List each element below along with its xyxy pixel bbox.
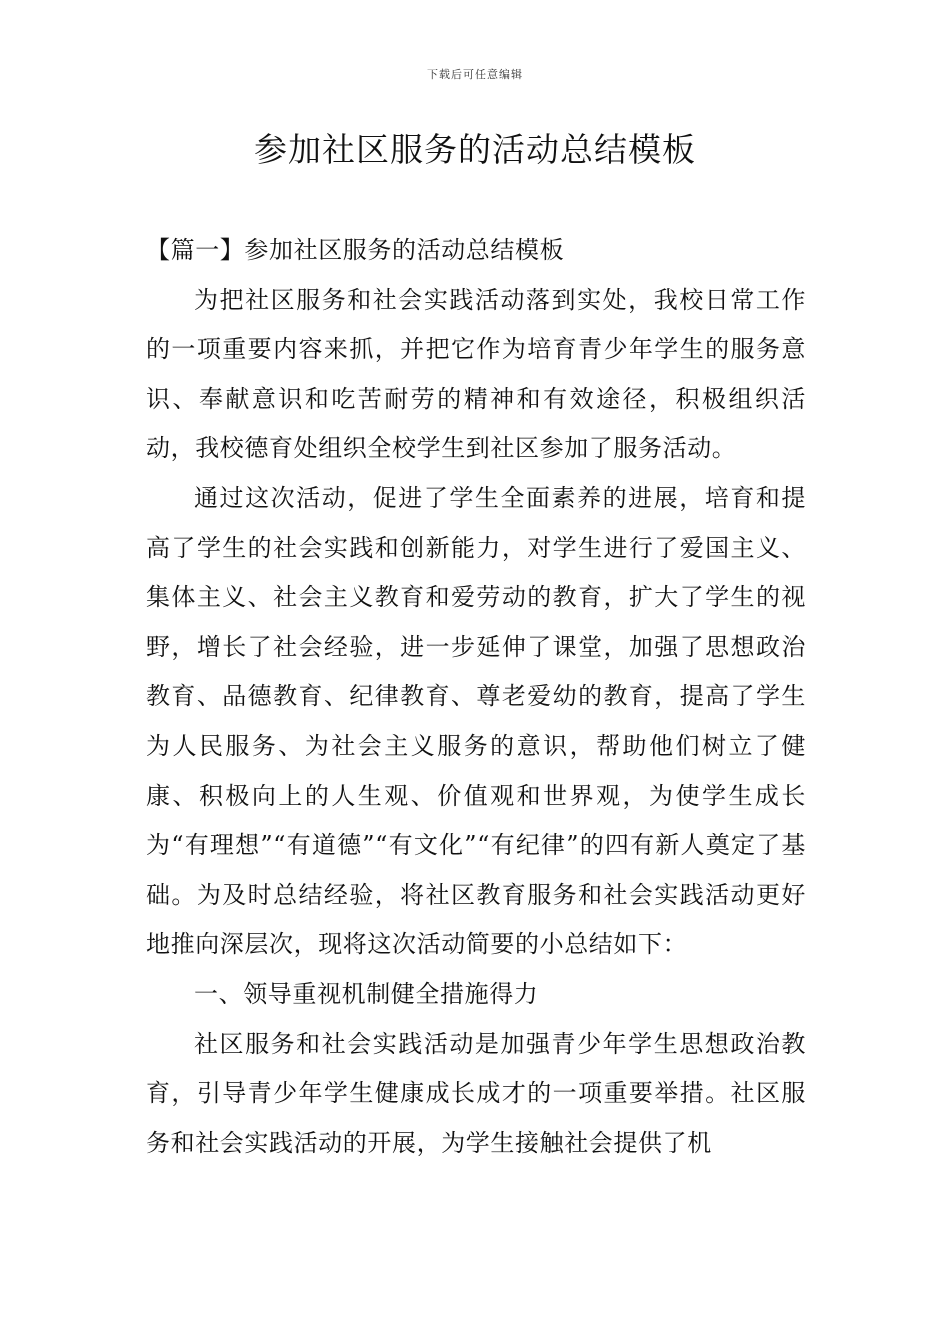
section-heading: 【篇一】参加社区服务的活动总结模板 (146, 236, 565, 264)
body-paragraph: 社区服务和社会实践活动是加强青少年学生思想政治教育，引导青少年学生健康成长成才的一项重要举措。社区服务和社会实践活动的开展，为学生接触社会提供了机 (146, 1029, 806, 1157)
document-body (146, 226, 806, 1168)
subsection-heading: 一、领导重视机制健全措施得力 (194, 979, 539, 1008)
header-note: 下载后可任意编辑 (427, 68, 523, 81)
document-title: 参加社区服务的活动总结模板 (254, 130, 696, 169)
body-paragraph: 通过这次活动，促进了学生全面素养的进展，培育和提高了学生的社会实践和创新能力，对学生进行了爱国主义、集体主义、社会主义教育和爱劳动的教育，扩大了学生的视野，增长了社会经验，进一步延伸了课堂，加强了思想政治教育、品德教育、纪律教育、尊老爱幼的教育，提高了学生为人民服务、为社会主义服务的意识，帮助他们树立了健康、积极向上的人生观、价值观和世界观，为使学生成长为“有理想”“有道德”“有文化”“有纪律”的四有新人奠定了基础。为及时总结经验，将社区教育服务和社会实践活动更好地推向深层次，现将这次活动简要的小总结如下： (146, 483, 806, 959)
body-paragraph: 为把社区服务和社会实践活动落到实处，我校日常工作的一项重要内容来抓，并把它作为培育青少年学生的服务意识、奉献意识和吃苦耐劳的精神和有效途径，积极组织活动，我校德育处组织全校学生到社区参加了服务活动。 (146, 285, 806, 463)
